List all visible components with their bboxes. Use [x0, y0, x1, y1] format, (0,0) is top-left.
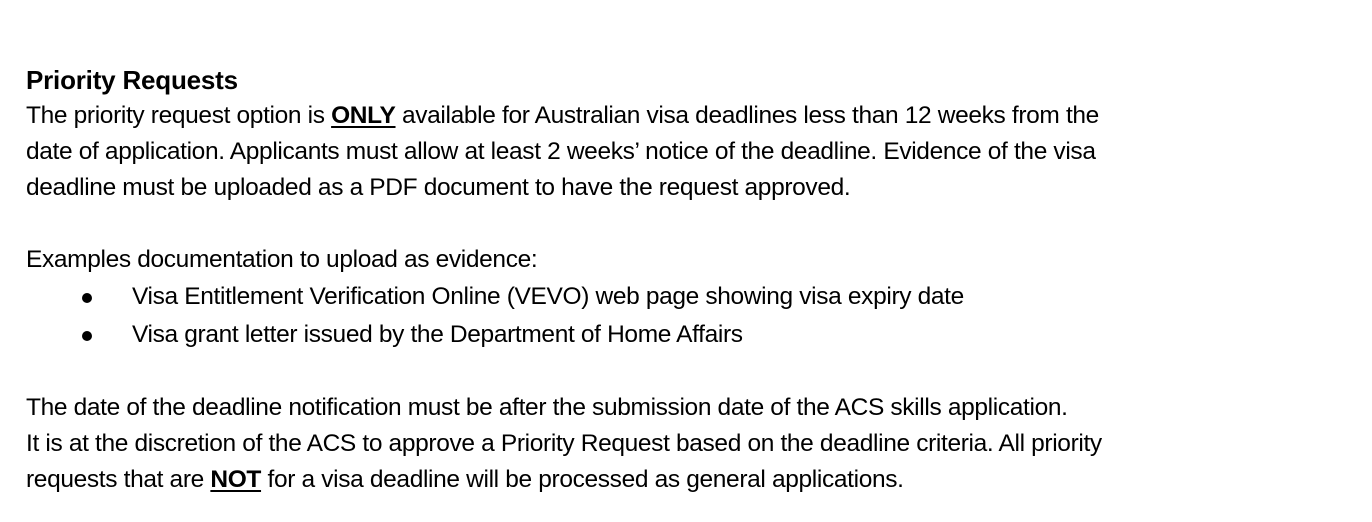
intro-paragraph	[26, 98, 1356, 206]
closing-text-after: for a visa deadline will be processed as general applications.	[261, 466, 904, 493]
document-body	[26, 62, 1356, 498]
intro-text-before: The priority request option is	[26, 102, 332, 129]
list-item-text: Visa grant letter issued by the Department of Home Affairs	[132, 321, 743, 348]
section-heading: Priority Requests	[26, 65, 238, 95]
intro-line-3: deadline must be uploaded as a PDF document to have the request approved.	[26, 174, 851, 201]
closing-line-3	[26, 462, 1356, 498]
list-item-text: Visa Entitlement Verification Online (VEVO) web page showing visa expiry date	[132, 283, 964, 310]
only-emphasis: ONLY	[331, 102, 396, 129]
list-item	[26, 316, 1356, 354]
examples-label: Examples documentation to upload as evidence:	[26, 246, 538, 273]
intro-text-after: available for Australian visa deadlines less than 12 weeks from the	[395, 102, 1099, 129]
closing-line-2: It is at the discretion of the ACS to approve a Priority Request based on the deadline criteria. All priority	[26, 430, 1102, 457]
closing-paragraph	[26, 390, 1356, 498]
intro-line-1	[26, 98, 1356, 134]
bullet-icon	[82, 331, 92, 341]
spacer	[26, 206, 1356, 242]
examples-list	[26, 278, 1356, 354]
not-emphasis: NOT	[210, 466, 262, 493]
bullet-icon	[82, 293, 92, 303]
closing-text-before: requests that are	[26, 466, 211, 493]
list-item	[26, 278, 1356, 316]
closing-line-1: The date of the deadline notification must be after the submission date of the ACS skills application.	[26, 394, 1068, 421]
spacer	[26, 354, 1356, 390]
intro-line-2: date of application. Applicants must allow at least 2 weeks’ notice of the deadline. Evidence of the visa	[26, 138, 1096, 165]
